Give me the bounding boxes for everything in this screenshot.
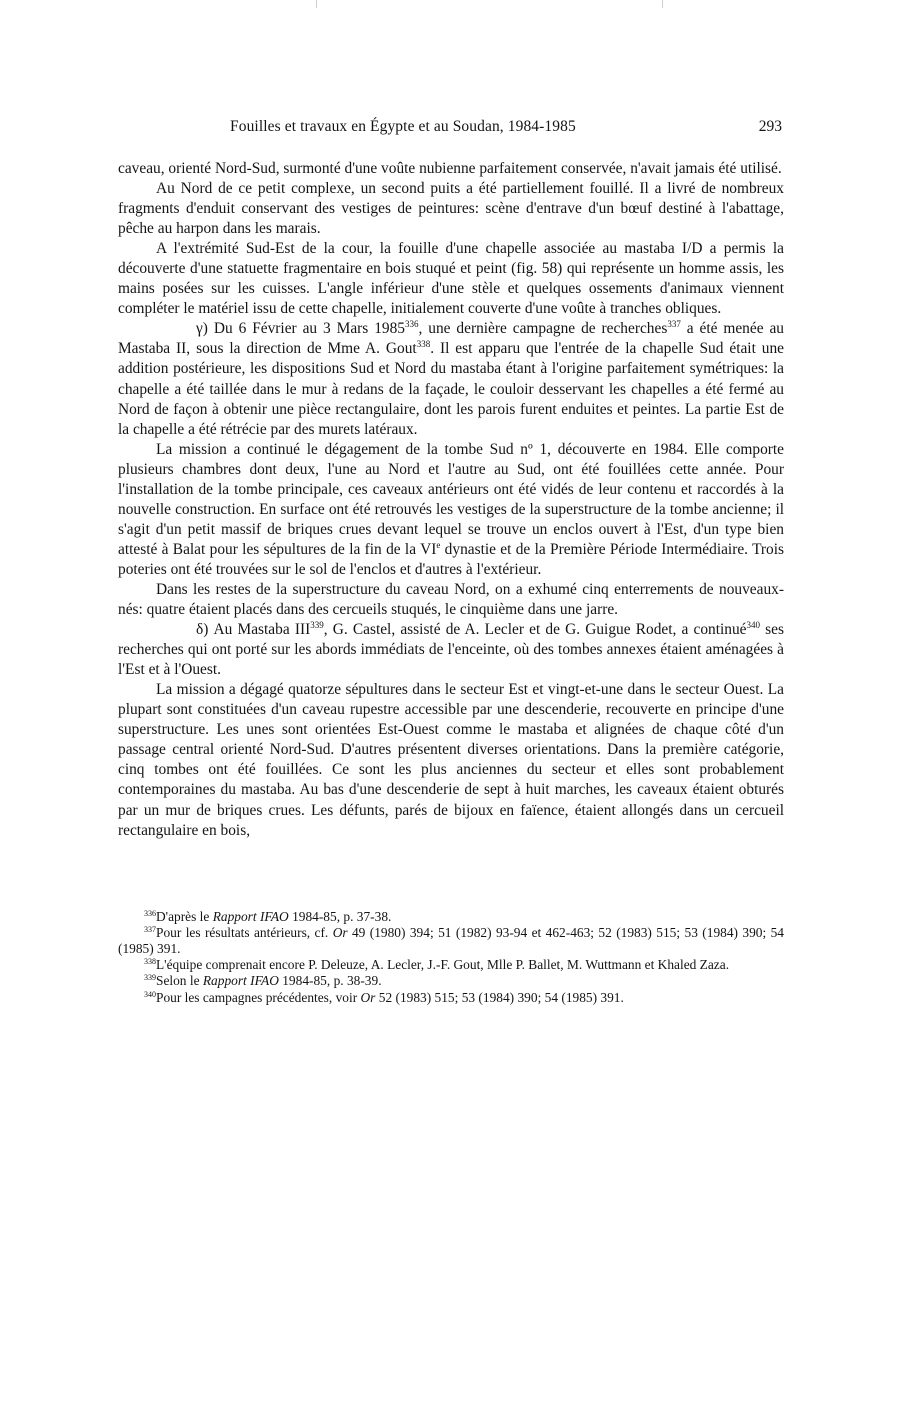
text-run: γ) Du 6 Février au 3 Mars 1985 — [196, 320, 405, 338]
text-run: 1984-85, p. 38-39. — [278, 973, 382, 989]
scan-mark-left — [316, 0, 317, 8]
paragraph — [118, 680, 784, 840]
text-run: caveau, orienté Nord-Sud, surmonté d'une voûte nubienne parfaitement conservée, n'avait jamais été utilisé. — [118, 160, 782, 177]
text-run: . Il est apparu que l'entrée de la chapelle Sud était une addition postérieure, les dispositions Sud et Nord du mastaba étant à l'origine parfaitement symétriques: la chapelle a été taillée dans le mur à redans de la façade, le couloir desservant les chapelles a été fermé au Nord de façon à obtenir une pièce rectangulaire, dont les parois furent enduites et peintes. La partie Est de la chapelle a été rétrécie par des murets latéraux. — [118, 340, 784, 438]
scan-mark-right — [662, 0, 663, 8]
paragraph — [118, 239, 784, 319]
text-run: ses recherches qui ont porté sur les abords immédiats de l'enceinte, où des tombes annexes étaient aménagées à l'Est et à l'Ouest. — [118, 621, 784, 679]
footnote — [118, 909, 784, 925]
footnote-ref: 336 — [144, 908, 156, 918]
text-run: a été menée au Mastaba II, sous la direction de Mme A. Gout — [118, 320, 784, 358]
text-run: Pour les campagnes précédentes, voir — [156, 989, 361, 1005]
text-run: 49 (1980) 394; 51 (1982) 93-94 et 462-463; 52 (1983) 515; 53 (1984) 390; 54 (1985) 391. — [118, 924, 784, 956]
paragraph — [118, 159, 784, 179]
footnote — [118, 973, 784, 989]
paragraph — [118, 620, 784, 680]
italic-title: Or — [332, 924, 348, 940]
text-run: La mission a dégagé quatorze sépultures dans le secteur Est et vingt-et-une dans le secteur Ouest. La plupart sont constituées d'un caveau rupestre accessible par une descenderie, recouverte en principe d'une superstructure. Les unes sont orientées Est-Ouest comme le mastaba et alignées de chaque côté d'un passage central orienté Nord-Sud. D'autres présentent diverses orientations. Dans la première catégorie, cinq tombes ont été fouillées. Ce sont les plus anciennes du secteur et elles sont probablement contemporaines du mastaba. Au bas d'une descenderie de sept à huit marches, les caveaux étaient obturés par un mur de briques crues. Les défunts, parés de bijoux en faïence, étaient allongés dans un cercueil rectangulaire en bois, — [118, 681, 784, 839]
footnote-ref: 338 — [144, 957, 156, 967]
text-run: 1984-85, p. 37-38. — [288, 908, 392, 924]
paragraph — [118, 440, 784, 580]
text-run: Pour les résultats antérieurs, cf. — [156, 924, 333, 940]
text-run: 52 (1983) 515; 53 (1984) 390; 54 (1985) 391. — [375, 989, 624, 1005]
italic-title: Rapport IFAO — [202, 973, 279, 989]
text-run: Au Nord de ce petit complexe, un second puits a été partiellement fouillé. Il a livré de nombreux fragments d'enduit conservant des vestiges de peintures: scène d'entrave d'un bœuf destiné à l'abattage, pêche au harpon dans les marais. — [118, 180, 784, 238]
footnote-ref: 340 — [746, 620, 761, 631]
footnote-ref: 339 — [144, 973, 156, 983]
footnote-ref: 337 — [667, 319, 681, 330]
footnote — [118, 957, 784, 973]
text-run: La mission a continué le dégagement de la tombe Sud nº 1, découverte en 1984. Elle comporte plusieurs chambres dont deux, l'une au Nord et l'autre au Sud, ont été fouillées cette année. Pour l'installation de la tombe principale, ces caveaux antérieurs ont été vidés de leur contenu et raccordés à la nouvelle construction. En surface ont été retrouvés les vestiges de la superstructure de la tombe ancienne; il s'agit d'un petit massif de briques crues devant lequel se trouve un enclos ouvert à l'Est, d'un type bien attesté à Balat pour les sépultures de la fin de la VI — [118, 440, 784, 558]
text-run: , une dernière campagne de recherches — [418, 320, 668, 338]
footnote-ref: 339 — [310, 620, 324, 631]
text-run: L'équipe comprenait encore P. Deleuze, A. Lecler, J.-F. Gout, Mlle P. Ballet, M. Wuttmann et Khaled Zaza. — [156, 957, 730, 973]
running-title: Fouilles et travaux en Égypte et au Soudan, 1984-1985 — [230, 118, 576, 135]
italic-title: Rapport IFAO — [212, 908, 289, 924]
footnote-ref: e — [436, 539, 441, 550]
text-run: A l'extrémité Sud-Est de la cour, la fouille d'une chapelle associée au mastaba I/D a permis la découverte d'une statuette fragmentaire en bois stuqué et peint (fig. 58) qui représente un homme assis, les mains posées sur les cuisses. L'angle inférieur d'une stèle et quelques ossements d'animaux viennent compléter le matériel issu de cette chapelle, initialement couverte d'une voûte à tranches obliques. — [118, 240, 784, 318]
document-page — [118, 112, 784, 1006]
footnote-ref: 337 — [144, 924, 156, 934]
paragraph — [118, 319, 784, 439]
paragraph — [118, 179, 784, 239]
footnote-ref: 338 — [416, 339, 431, 350]
footnote-ref: 340 — [144, 989, 156, 999]
italic-title: Or — [360, 989, 376, 1005]
running-head — [118, 112, 784, 142]
text-run: , G. Castel, assisté de A. Lecler et de G. Guigue Rodet, a continué — [323, 621, 747, 639]
paragraph — [118, 580, 784, 620]
text-run: dynastie et de la Première Période Intermédiaire. Trois poteries ont été trouvées sur le sol de l'enclos et d'autres à l'extérieur. — [118, 540, 785, 578]
footnote — [118, 990, 784, 1006]
footnote — [118, 925, 784, 957]
text-run: δ) Au Mastaba III — [196, 621, 311, 639]
page-number: 293 — [758, 118, 782, 135]
text-run: Selon le — [156, 973, 203, 989]
body-text — [118, 159, 784, 841]
footnotes — [118, 909, 784, 1006]
footnote-ref: 336 — [405, 319, 419, 330]
text-run: D'après le — [156, 908, 213, 924]
text-run: Dans les restes de la superstructure du caveau Nord, on a exhumé cinq enterrements de nouveaux-nés: quatre étaient placés dans des cercueils stuqués, le cinquième dans une jarre. — [118, 580, 784, 619]
